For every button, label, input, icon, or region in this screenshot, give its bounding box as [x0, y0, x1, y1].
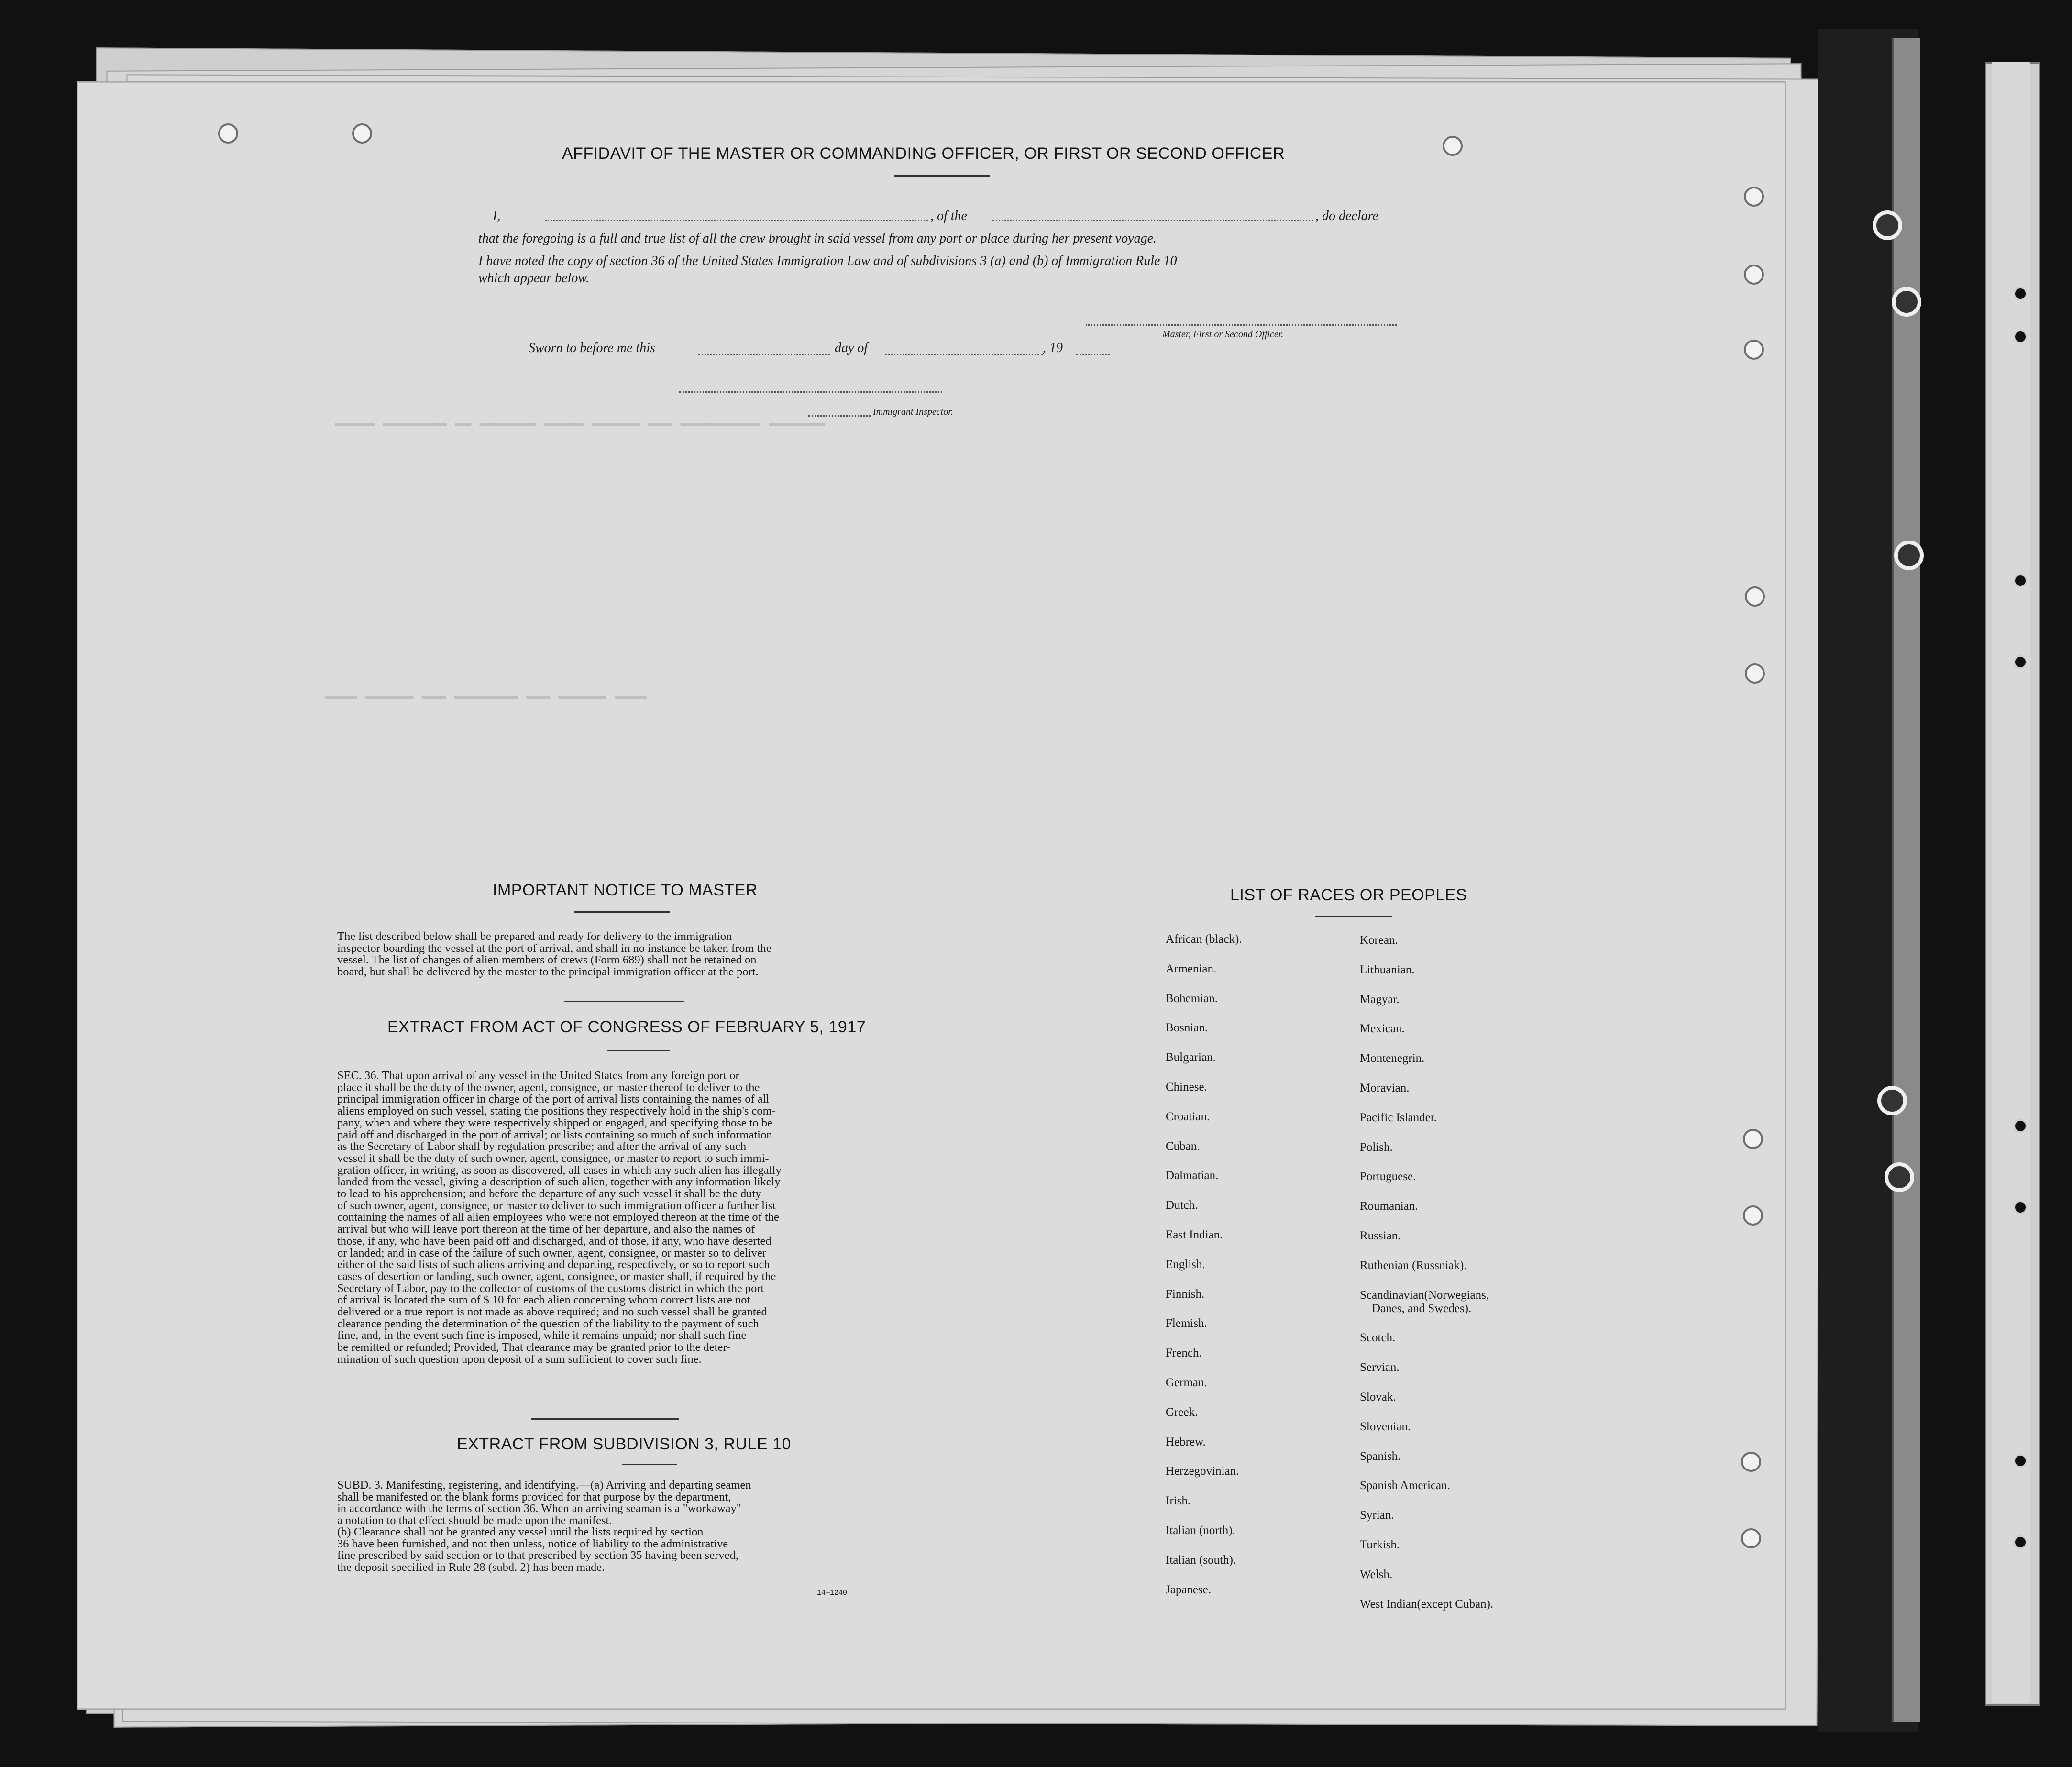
punch-hole-icon: [1741, 1452, 1761, 1472]
race-item: Mexican.: [1360, 1022, 1405, 1036]
act-rule: [607, 1050, 670, 1051]
act-line: be remitted or refunded; Provided, That clearance may be granted prior to the deter-: [337, 1341, 731, 1354]
act-line: containing the names of all alien employees who were not employed thereon at the time of the: [337, 1211, 779, 1224]
sworn-year-blank[interactable]: [1076, 354, 1110, 355]
race-item: Dalmatian.: [1166, 1169, 1219, 1182]
act-line: clearance pending the determination of the question of the liability to the payment of such: [337, 1317, 759, 1330]
races-title: LIST OF RACES OR PEOPLES: [1230, 886, 1467, 904]
rule-rule: [622, 1464, 677, 1465]
act-line: of arrival is located the sum of $ 10 for each alien concerning whom correct lists are not: [337, 1293, 750, 1307]
act-line: to lead to his apprehension; and before the departure of any such vessel it shall be the duty: [337, 1187, 761, 1200]
race-item: Scandinavian(Norwegians,: [1360, 1288, 1489, 1302]
race-item: Flemish.: [1166, 1317, 1207, 1330]
race-item: Italian (north).: [1166, 1524, 1235, 1537]
punch-hole-icon: [1745, 586, 1765, 607]
race-item: Syrian.: [1360, 1509, 1394, 1522]
race-item: Japanese.: [1166, 1583, 1212, 1596]
race-item: Bohemian.: [1166, 992, 1218, 1005]
inspector-signature-blank[interactable]: [679, 391, 942, 393]
vessel-blank[interactable]: [992, 220, 1313, 221]
race-item: Dutch.: [1166, 1199, 1198, 1212]
punch-hole-icon: [352, 123, 372, 144]
act-line: those, if any, who have been paid off and discharged, and of those, if any, who have deserted: [337, 1234, 771, 1248]
race-item: Roumanian.: [1360, 1200, 1418, 1213]
race-item: Lithuanian.: [1360, 963, 1415, 976]
act-title: EXTRACT FROM ACT OF CONGRESS OF FEBRUARY 5, 1917: [387, 1018, 866, 1036]
affidavit-line-4: which appear below.: [478, 271, 590, 286]
race-item: Moravian.: [1360, 1082, 1410, 1094]
act-line: arrival but who will leave port thereon at the time of her departure, and also the names of: [337, 1223, 755, 1236]
punch-hole-icon: [1744, 340, 1764, 360]
race-item: Croatian.: [1166, 1110, 1210, 1123]
notice-line: inspector boarding the vessel at the port of arrival, and shall in no instance be taken from the: [337, 941, 771, 955]
bleed-through: ▬▬▬▬▬ ▬▬▬▬▬▬▬▬ ▬▬ ▬▬▬▬▬▬▬ ▬▬▬▬▬ ▬▬▬▬▬▬ ▬▬▬ ▬▬▬▬▬▬▬▬▬▬ ▬▬▬▬▬▬▬: [335, 416, 825, 431]
race-item: Servian.: [1360, 1361, 1400, 1374]
rule-line: SUBD. 3. Manifesting, registering, and identifying.—(a) Arriving and departing seamen: [337, 1479, 751, 1491]
affidavit-declare-label: , do declare: [1315, 209, 1378, 223]
master-signature-caption: Master, First or Second Officer.: [1162, 329, 1284, 340]
act-line: gration officer, in writing, as soon as discovered, all cases in which any such alien has illegally: [337, 1163, 782, 1177]
race-item: French.: [1166, 1347, 1202, 1360]
race-item: Welsh.: [1360, 1568, 1393, 1581]
sworn-day-blank[interactable]: [698, 354, 830, 355]
race-item: African (black).: [1166, 933, 1242, 946]
punch-hole-icon: [1743, 1129, 1763, 1149]
race-item: Ruthenian (Russniak).: [1360, 1259, 1467, 1272]
strip-hole-icon: [2014, 1454, 2027, 1468]
name-blank[interactable]: [545, 220, 928, 221]
notice-line: board, but shall be delivered by the master to the principal immigration officer at the port.: [337, 965, 759, 978]
punch-hole-icon: [1745, 663, 1765, 684]
race-item: Magyar.: [1360, 993, 1400, 1006]
strip-hole-icon: [2014, 1535, 2027, 1549]
race-item: Montenegrin.: [1360, 1052, 1425, 1065]
notice-line: vessel. The list of changes of alien members of crews (Form 689) shall not be retained on: [337, 953, 757, 966]
race-item: Danes, and Swedes).: [1372, 1302, 1472, 1315]
act-line: mination of such question upon deposit of a sum sufficient to cover such fine.: [337, 1352, 702, 1366]
race-item: Cuban.: [1166, 1139, 1200, 1153]
punch-hole-icon: [1443, 136, 1463, 156]
act-line: principal immigration officer in charge of the port of arrival lists containing the names of all: [337, 1093, 770, 1106]
strip-hole-icon: [2014, 1201, 2027, 1214]
affidavit-title: AFFIDAVIT OF THE MASTER OR COMMANDING OFFICER, OR FIRST OR SECOND OFFICER: [562, 144, 1285, 163]
race-item: Herzegovinian.: [1166, 1465, 1239, 1478]
form-number: 14—1240: [817, 1589, 848, 1597]
strip-hole-icon: [2014, 1119, 2027, 1133]
affidavit-of-the-label: , of the: [930, 209, 967, 223]
strip-hole-icon: [2014, 287, 2027, 300]
affidavit-i-label: I,: [493, 209, 501, 223]
rule-line: (b) Clearance shall not be granted any vessel until the lists required by section: [337, 1525, 704, 1538]
binding-clip-icon: [1873, 210, 1902, 240]
sworn-month-blank[interactable]: [885, 354, 1043, 355]
act-line: pany, when and where they were respectively shipped or engaged, and specifying those to be: [337, 1116, 773, 1129]
notice-rule: [574, 911, 670, 913]
strip-hole-icon: [2014, 574, 2027, 587]
punch-hole-icon: [1744, 187, 1764, 207]
race-item: Italian (south).: [1166, 1553, 1236, 1567]
sworn-label: Sworn to before me this: [529, 341, 655, 355]
act-line: SEC. 36. That upon arrival of any vessel in the United States from any foreign port or: [337, 1069, 739, 1082]
race-item: English.: [1166, 1258, 1205, 1271]
race-item: Chinese.: [1166, 1081, 1207, 1093]
race-item: West Indian(except Cuban).: [1360, 1597, 1494, 1611]
race-item: Spanish American.: [1360, 1479, 1450, 1492]
race-item: East Indian.: [1166, 1228, 1223, 1241]
race-item: Slovenian.: [1360, 1420, 1411, 1433]
race-item: Hebrew.: [1166, 1435, 1206, 1448]
race-item: Polish.: [1360, 1140, 1393, 1154]
race-item: Scotch.: [1360, 1331, 1396, 1345]
race-item: Pacific Islander.: [1360, 1111, 1437, 1124]
act-line: cases of desertion or landing, such owner, agent, consignee, or master shall, if required by the: [337, 1270, 776, 1283]
notice-title: IMPORTANT NOTICE TO MASTER: [493, 881, 758, 899]
act-line: aliens employed on such vessel, stating the positions they respectively hold in the ship's com-: [337, 1104, 776, 1118]
rule-line: a notation to that effect should be made upon the manifest.: [337, 1513, 612, 1527]
race-item: Bulgarian.: [1166, 1051, 1216, 1064]
rule-line: 36 have been furnished, and not then unless, notice of liability to the administrative: [337, 1537, 728, 1550]
race-item: Portuguese.: [1360, 1170, 1416, 1183]
act-line: landed from the vessel, giving a description of such alien, together with any information likely: [337, 1175, 781, 1189]
affidavit-line-3: I have noted the copy of section 36 of the United States Immigration Law and of subdivisions 3 (a) and (b) of Immigration Rule 10: [478, 254, 1177, 268]
rule-line: shall be manifested on the blank forms provided for that purpose by the department,: [337, 1490, 731, 1503]
binding-clip-icon: [1892, 287, 1921, 317]
notice-line: The list described below shall be prepared and ready for delivery to the immigration: [337, 930, 732, 943]
act-line: fine, and, in the event such fine is imposed, while it remains unpaid; nor shall such fine: [337, 1329, 747, 1342]
race-item: Korean.: [1360, 934, 1398, 947]
binding-clip-icon: [1885, 1162, 1914, 1192]
act-line: Secretary of Labor, pay to the collector of customs of the customs district in which the port: [337, 1281, 764, 1295]
section-divider: [531, 1418, 679, 1420]
race-item: Slovak.: [1360, 1391, 1396, 1403]
act-line: delivered or a true report is not made as above required; and no such vessel shall be granted: [337, 1305, 767, 1318]
binding-clip-icon: [1877, 1086, 1907, 1115]
rule-line: the deposit specified in Rule 28 (subd. 2) has been made.: [337, 1560, 605, 1574]
rule-title: EXTRACT FROM SUBDIVISION 3, RULE 10: [457, 1435, 791, 1453]
act-line: either of the said lists of such aliens arriving and departing, respectively, or so to report such: [337, 1258, 770, 1271]
inspector-caption-leader: [808, 415, 871, 417]
race-item: Greek.: [1166, 1405, 1198, 1419]
act-line: as the Secretary of Labor shall by regulation prescribe; and after the arrival of any such: [337, 1140, 747, 1153]
race-item: Turkish.: [1360, 1538, 1400, 1551]
punch-hole-icon: [218, 123, 238, 144]
race-item: Russian.: [1360, 1229, 1401, 1242]
punch-hole-icon: [1741, 1528, 1761, 1548]
races-rule: [1315, 916, 1392, 917]
rule-line: fine prescribed by said section or to that prescribed by section 35 having been served,: [337, 1549, 738, 1562]
act-line: vessel it shall be the duty of such owner, agent, consignee, or master to report to such immi-: [337, 1151, 769, 1165]
punch-hole-icon: [1744, 265, 1764, 285]
act-line: or landed; and in case of the failure of such owner, agent, consignee, or master so to deliver: [337, 1246, 767, 1259]
act-line: paid off and discharged in the port of arrival; or lists containing so much of such information: [337, 1128, 772, 1141]
punch-hole-icon: [1743, 1205, 1763, 1226]
form-page: [77, 81, 1786, 1710]
rule-line: in accordance with the terms of section 36. When an arriving seaman is a "workaway": [337, 1502, 741, 1515]
race-item: Irish.: [1166, 1494, 1191, 1508]
day-of-label: day of: [835, 341, 868, 355]
year-prefix-label: , 19: [1043, 341, 1063, 355]
inspector-caption: Immigrant Inspector.: [873, 407, 953, 417]
race-item: Finnish.: [1166, 1287, 1205, 1301]
race-item: Spanish.: [1360, 1449, 1401, 1463]
strip-hole-icon: [2014, 655, 2027, 669]
strip-hole-icon: [2014, 330, 2027, 343]
affidavit-line-2: that the foregoing is a full and true list of all the crew brought in said vessel from any port or place during her present voyage.: [478, 231, 1157, 246]
race-item: German.: [1166, 1376, 1207, 1389]
officer-signature-blank[interactable]: [1086, 324, 1397, 326]
race-item: Armenian.: [1166, 962, 1217, 975]
act-line: place it shall be the duty of the owner, agent, consignee, or master thereof to deliver to the: [337, 1081, 760, 1094]
title-rule: [894, 175, 990, 177]
bleed-through: ▬▬▬▬ ▬▬▬▬▬▬ ▬▬▬ ▬▬▬▬▬▬▬▬ ▬▬▬ ▬▬▬▬▬▬ ▬▬▬▬: [325, 689, 647, 704]
binding-clip-icon: [1894, 541, 1924, 570]
race-item: Bosnian.: [1166, 1021, 1208, 1035]
section-divider: [564, 1001, 684, 1002]
act-line: of such owner, agent, consignee, or master to deliver to such immigration officer a further list: [337, 1199, 776, 1212]
